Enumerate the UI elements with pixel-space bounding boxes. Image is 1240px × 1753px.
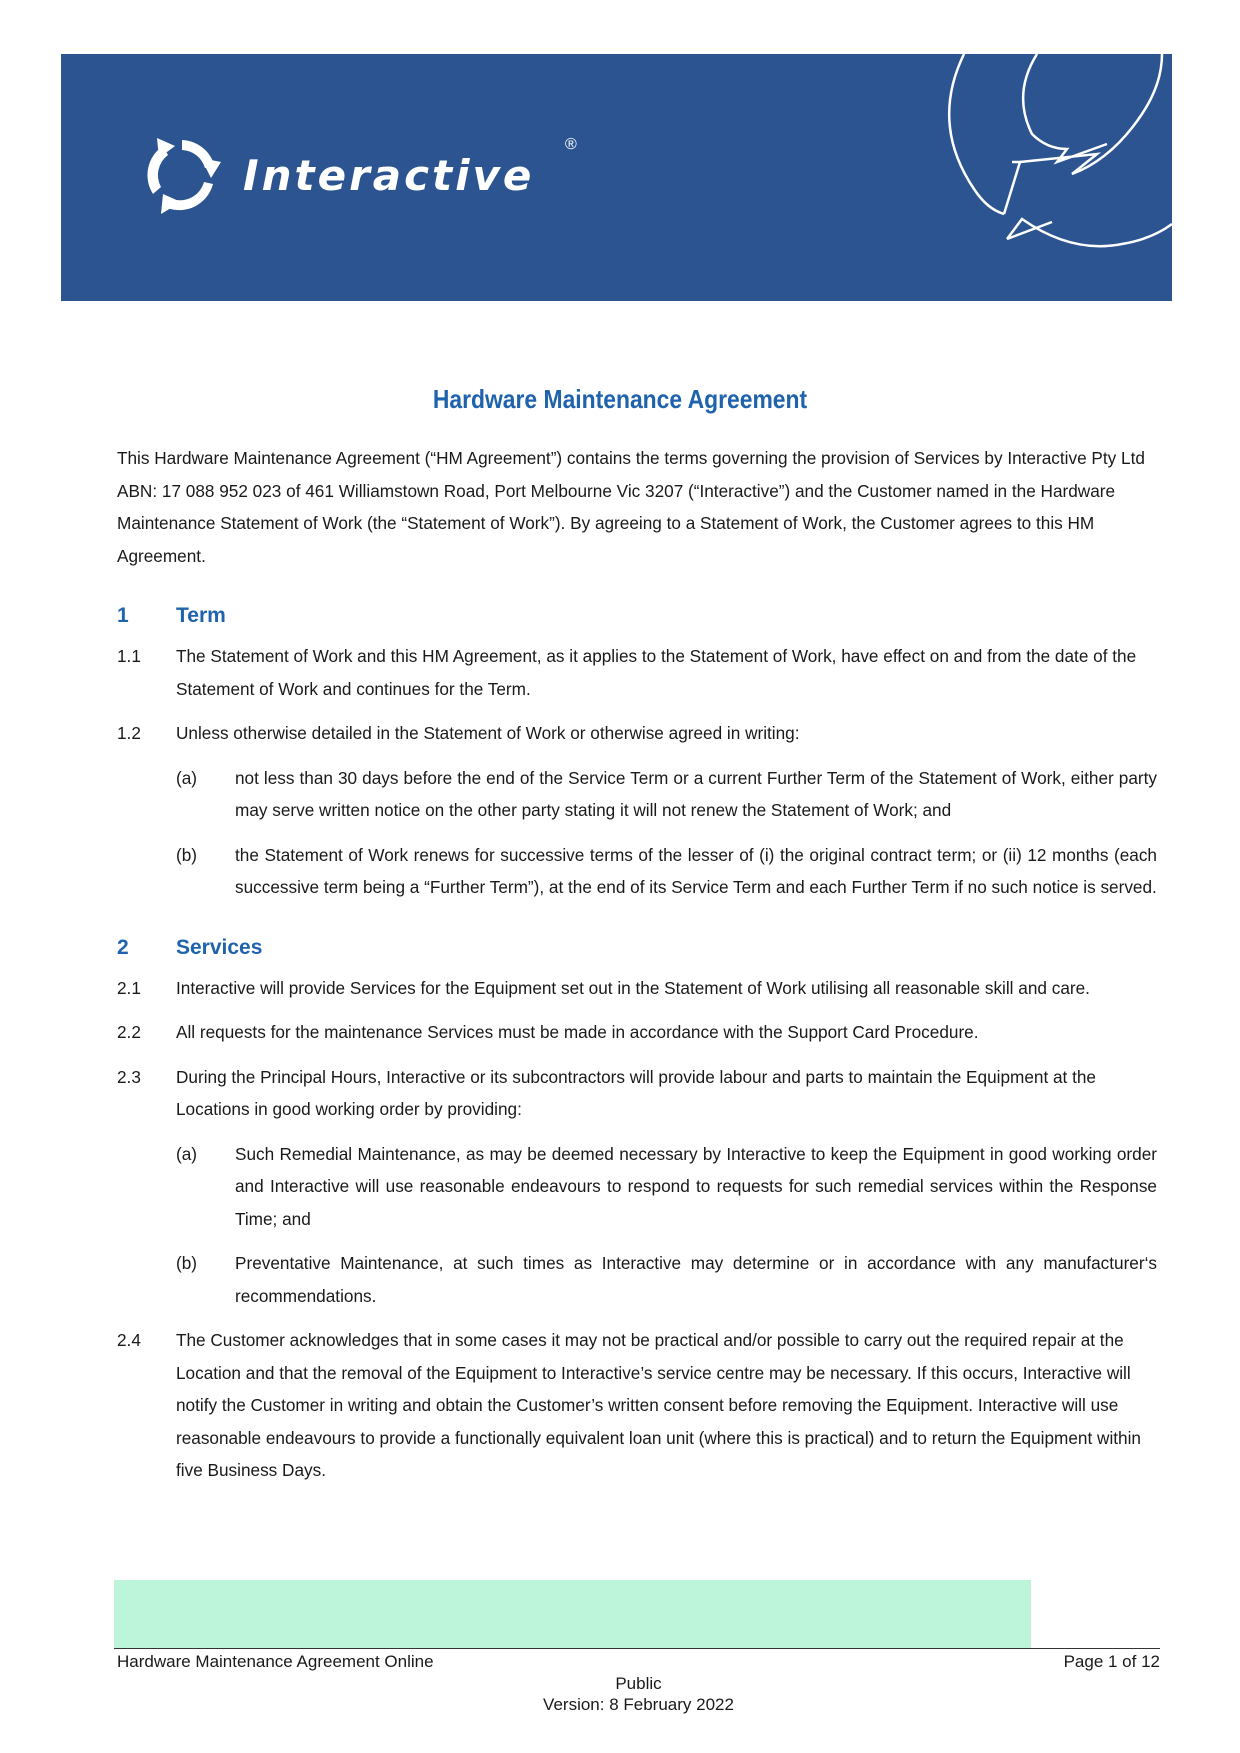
clause-text: All requests for the maintenance Services must be made in accordance with the Support Card Procedure. xyxy=(176,1022,979,1042)
sub-clause xyxy=(176,839,1157,904)
sub-clause-number: (a) xyxy=(176,767,198,788)
clause-number: 2.2 xyxy=(117,1022,141,1042)
clause xyxy=(117,640,1157,705)
clause-text: Unless otherwise detailed in the Statement of Work or otherwise agreed in writing: xyxy=(176,723,800,743)
footer-page-number: Page 1 of 12 xyxy=(1063,1652,1160,1671)
clause-number: 1.1 xyxy=(117,646,141,666)
sub-clause xyxy=(176,1138,1157,1236)
section-number: 1 xyxy=(117,604,129,627)
clause xyxy=(117,972,1157,1005)
clause-number: 2.3 xyxy=(117,1066,141,1087)
sub-clause-text: the Statement of Work renews for successive terms of the lesser of (i) the original contract term; or (ii) 12 months (each successive term being a “Further Term”), at the end of its Service Term and each Further Term if no such notice is served. xyxy=(235,844,1157,897)
clause-text: The Statement of Work and this HM Agreement, as it applies to the Statement of Work, have effect on and from the date of the Statement of Work and continues for the Term. xyxy=(176,646,1137,699)
brand-name: Interactive xyxy=(243,150,535,200)
section-number: 2 xyxy=(117,935,129,959)
sub-clause-number: (b) xyxy=(176,1253,198,1273)
clause-text: The Customer acknowledges that in some cases it may not be practical and/or possible to carry out the required repair at the Location and that the removal of the Equipment to Interactive’s service centre may be necessary. If this occurs, Interactive will notify the Customer in writing and obtain the Customer’s written consent before removing the Equipment. Interactive will use reasonable endeavours to provide a functionally equivalent loan unit (where this is practical) and to return the Equipment within five Business Days. xyxy=(176,1330,1141,1480)
footer-document-name: Hardware Maintenance Agreement Online xyxy=(117,1652,434,1671)
clause xyxy=(117,1061,1157,1126)
sub-clause-text: Preventative Maintenance, at such times as Interactive may determine or in accordance with any manufacturer‘s recommendations. xyxy=(235,1253,1157,1306)
sub-clause-text: not less than 30 days before the end of the Service Term or a current Further Term of the Statement of Work, either party may serve written notice on the other party stating it will not renew the Statement of Work; and xyxy=(235,767,1157,820)
clause-text: During the Principal Hours, Interactive or its subcontractors will provide labour and parts to maintain the Equipment at the Locations in good working order by providing: xyxy=(176,1066,1096,1119)
section-heading xyxy=(117,602,1157,630)
sub-clause-text: Such Remedial Maintenance, as may be deemed necessary by Interactive to keep the Equipment in good working order and Interactive will use reasonable endeavours to respond to requests for such remedial services within the Response Time; and xyxy=(235,1143,1157,1229)
clause-text: Interactive will provide Services for the Equipment set out in the Statement of Work utilising all reasonable skill and care. xyxy=(176,977,1090,998)
header-banner xyxy=(61,54,1172,301)
recycle-arrows-icon xyxy=(139,132,225,218)
banner-arrows-graphic xyxy=(912,54,1172,301)
sub-clause xyxy=(176,1247,1157,1312)
sub-clause-number: (a) xyxy=(176,1143,198,1164)
clause-number: 1.2 xyxy=(117,723,141,743)
footer-divider xyxy=(114,1648,1160,1649)
registered-mark: ® xyxy=(565,136,577,153)
section-title: Services xyxy=(176,935,263,959)
section-title: Term xyxy=(176,604,226,627)
clause xyxy=(117,1324,1157,1487)
footer-version: Version: 8 February 2022 xyxy=(543,1695,734,1714)
clause-number: 2.1 xyxy=(117,977,141,998)
highlight-box xyxy=(114,1580,1031,1648)
document-body xyxy=(117,442,1157,1499)
clause xyxy=(117,1016,1157,1049)
sub-clause xyxy=(176,762,1157,827)
sub-clause-number: (b) xyxy=(176,844,198,865)
clause-number: 2.4 xyxy=(117,1330,141,1350)
clause xyxy=(117,717,1157,750)
section-heading xyxy=(117,934,1157,962)
company-logo xyxy=(139,132,534,218)
document-title: Hardware Maintenance Agreement xyxy=(432,384,808,414)
intro-paragraph: This Hardware Maintenance Agreement (“HM Agreement”) contains the terms governing the provision of Services by Interactive Pty Ltd ABN: 17 088 952 023 of 461 Williamstown Road, Port Melbourne Vic 3207 (“Interactive”) and the Customer named in the Hardware Maintenance Statement of Work (the “Statement of Work”). By agreeing to a Statement of Work, the Customer agrees to this HM Agreement. xyxy=(117,448,1145,566)
footer-classification: Public xyxy=(615,1674,662,1693)
